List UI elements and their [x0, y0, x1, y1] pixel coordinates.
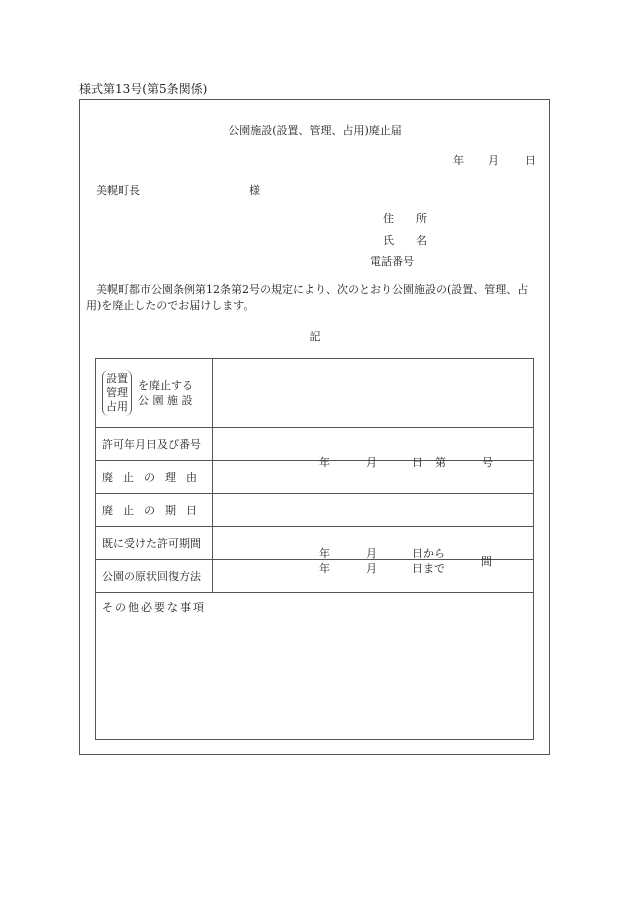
period-from-day: 日から [412, 547, 445, 560]
permit-go: 号 [482, 456, 493, 469]
body-text: 美幌町都市公園条例第12条第2号の規定により、次のとおり公園施設の(設置、管理、占用)を廃止したのでお届けします。 [86, 283, 529, 312]
applicant-phone-label: 電話番号 [370, 255, 414, 268]
option-senyo: 占用 [106, 400, 128, 413]
period-to-day: 日まで [412, 562, 445, 575]
addressee-honorific: 様 [249, 184, 260, 197]
permit-year: 年 [319, 456, 330, 469]
table-row [96, 527, 534, 560]
form-table [95, 358, 534, 740]
table-row [96, 359, 534, 428]
date-day: 日 [525, 154, 536, 167]
abolition-date-label: 廃止の期日 [96, 494, 213, 527]
form-title: 公園施設(設置、管理、占用)廃止届 [228, 124, 402, 137]
facility-input[interactable] [213, 359, 534, 428]
date-year: 年 [453, 154, 464, 167]
period-ma: 間 [481, 555, 492, 568]
period-to-month: 月 [366, 562, 377, 575]
permit-date-input[interactable] [213, 428, 534, 469]
permit-period-input[interactable] [213, 527, 534, 575]
abolition-date-input[interactable] [213, 494, 534, 527]
table-row [96, 593, 534, 740]
reason-label: 廃止の理由 [96, 461, 213, 494]
permit-day: 日 [412, 456, 423, 469]
permit-dai: 第 [435, 456, 446, 469]
permit-month: 月 [366, 456, 377, 469]
other-matters-cell[interactable] [96, 593, 534, 740]
applicant-name-label: 氏 名 [383, 234, 427, 247]
form-number: 様式第13号(第5条関係) [79, 82, 208, 96]
addressee-name: 美幌町長 [96, 184, 140, 197]
permit-date-label: 許可年月日及び番号 [96, 428, 213, 461]
option-setchi: 設置 [106, 372, 128, 385]
applicant-address-label: 住 所 [383, 212, 427, 225]
restoration-label: 公園の原状回復方法 [96, 560, 213, 593]
facility-type-cell [96, 359, 213, 428]
table-row [96, 560, 534, 593]
facility-suffix-line1: を廃止する [138, 379, 193, 392]
table-row [96, 494, 534, 527]
period-to-year: 年 [319, 562, 330, 575]
date-month: 月 [488, 154, 499, 167]
other-matters-label: その他必要な事項 [102, 601, 206, 614]
option-kanri: 管理 [106, 386, 128, 399]
table-row [96, 428, 534, 461]
ki-heading: 記 [309, 330, 321, 343]
period-from-year: 年 [319, 547, 330, 560]
facility-suffix [138, 378, 193, 408]
facility-type-options [102, 370, 132, 416]
table-row [96, 461, 534, 494]
period-from-month: 月 [366, 547, 377, 560]
permit-period-label: 既に受けた許可期間 [96, 527, 213, 560]
facility-suffix-line2: 公 園 施 設 [138, 394, 193, 407]
